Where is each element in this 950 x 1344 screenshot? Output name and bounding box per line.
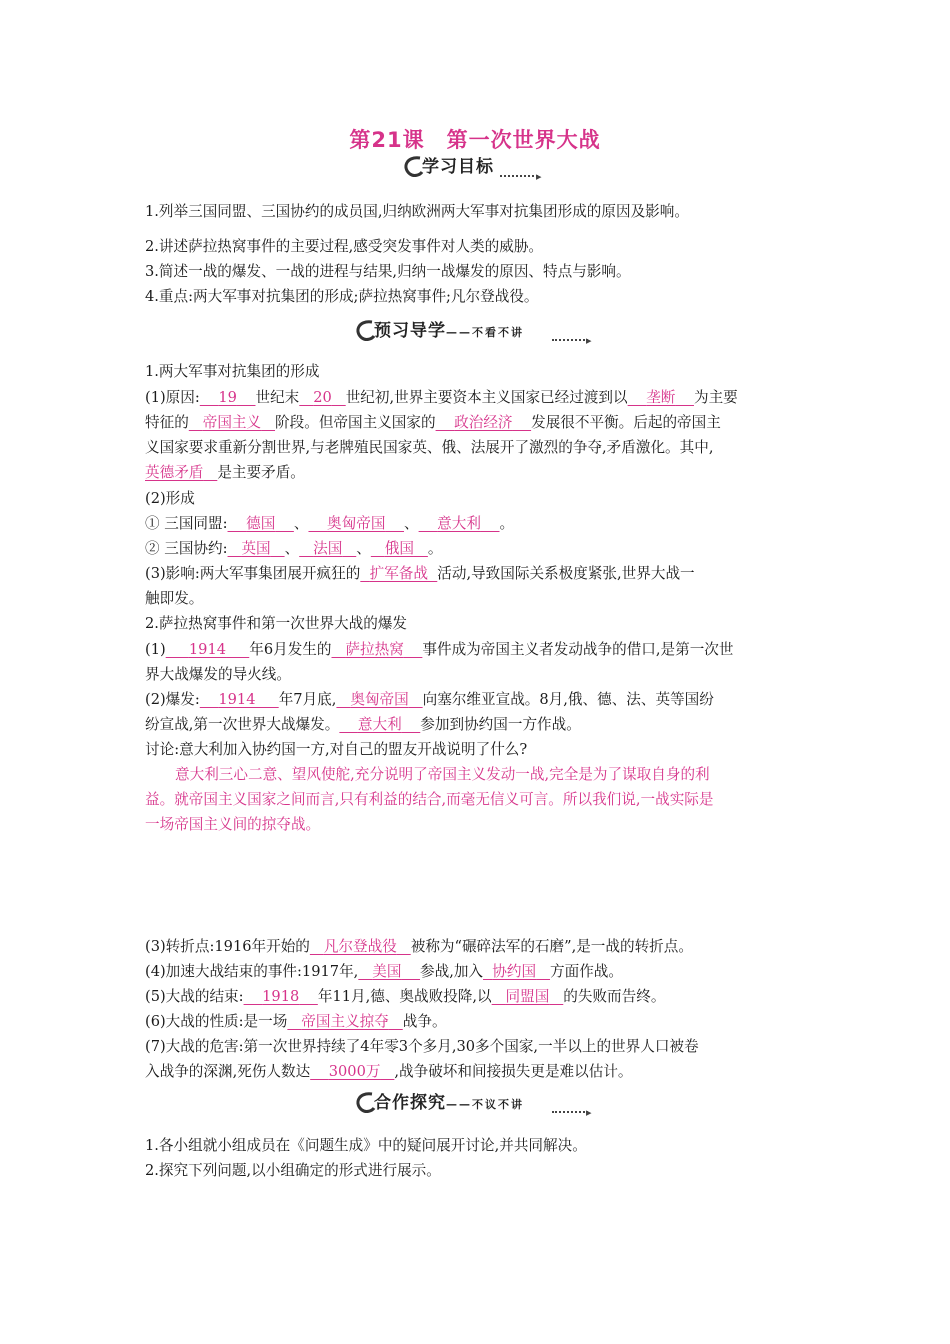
goal-item: 3.简述一战的爆发、一战的进程与结果,归纳一战爆发的原因、特点与影响。 [145,263,631,280]
triple-alliance-line: ① 三国同盟: 德国 、 奥匈帝国 、 意大利 。 [145,515,515,532]
discussion-answer: 一场帝国主义间的掠夺战。 [145,816,321,833]
sarajevo-line-1: (1) 1914 年6月发生的 萨拉热窝 事件成为帝国主义者发动战争的借口,是第一次世 [145,641,734,658]
goal-item: 4.重点:两大军事对抗集团的形成;萨拉热窝事件;凡尔登战役。 [145,288,539,305]
cause-line-1: (1)原因: 19 世纪末 20 世纪初,世界主要资本主义国家已经过渡到以 垄断 为主要 [145,389,738,406]
banner-title: 预习导学——不看不讲 [374,321,524,341]
section-banner-preview: 预习导学——不看不讲 ▸ [352,314,602,344]
discussion-answer: 意大利三心二意、望风使舵,充分说明了帝国主义发动一战,完全是为了谋取自身的利 [175,766,710,783]
cooperate-item: 1.各小组就小组成员在《问题生成》中的疑问展开讨论,并共同解决。 [145,1137,587,1154]
discussion-question: 讨论:意大利加入协约国一方,对自己的盟友开战说明了什么? [145,741,528,758]
cause-line-2: 特征的 帝国主义 阶段。但帝国主义国家的 政治经济 发展很不平衡。后起的帝国主 [145,414,721,431]
formation-heading: (2)形成 [145,490,195,507]
outbreak-line-2: 纷宣战,第一次世界大战爆发。 意大利 参加到协约国一方作战。 [145,716,581,733]
sarajevo-line-2: 界大战爆发的导火线。 [145,666,291,683]
cause-line-4: 英德矛盾 是主要矛盾。 [145,464,305,481]
outbreak-line-1: (2)爆发: 1914 年7月底, 奥匈帝国 向塞尔维亚宣战。8月,俄、德、法、英等国纷 [145,691,714,708]
cause-line-3: 义国家要求重新分割世界,与老牌殖民国家英、俄、法展开了激烈的争夺,矛盾激化。其中, [145,439,714,456]
effect-line-2: 触即发。 [145,590,204,607]
triple-entente-line: ② 三国协约: 英国 、 法国 、 俄国 。 [145,540,443,557]
turning-point-line: (3)转折点:1916年开始的 凡尔登战役 被称为“碾碎法军的石磨”,是一战的转折点。 [145,938,693,955]
section-banner-goals: 学习目标 ▸ [400,150,550,180]
discussion-answer: 益。就帝国主义国家之间而言,只有利益的结合,而毫无信义可言。所以我们说,一战实际是 [145,791,714,808]
section-heading: 2.萨拉热窝事件和第一次世界大战的爆发 [145,615,408,632]
banner-title: 学习目标 [422,157,494,177]
acceleration-line: (4)加速大战结束的事件:1917年, 美国 参战,加入 协约国 方面作战。 [145,963,623,980]
war-nature-line: (6)大战的性质:是一场 帝国主义掠夺 战争。 [145,1013,447,1030]
goal-item: 1.列举三国同盟、三国协约的成员国,归纳欧洲两大军事对抗集团形成的原因及影响。 [145,203,689,220]
effect-line-1: (3)影响:两大军事集团展开疯狂的 扩军备战 活动,导致国际关系极度紧张,世界大战一 [145,565,695,582]
banner-title: 合作探究——不议不讲 [374,1093,524,1113]
page-title: 第21课 第一次世界大战 [349,128,601,152]
goal-item: 2.讲述萨拉热窝事件的主要过程,感受突发事件对人类的威胁。 [145,238,544,255]
war-harm-line-1: (7)大战的危害:第一次世界持续了4年零3个多月,30多个国家,一半以上的世界人口被卷 [145,1038,699,1055]
war-harm-line-2: 入战争的深渊,死伤人数达 3000万 ,战争破坏和间接损失更是难以估计。 [145,1063,633,1080]
war-end-line: (5)大战的结束: 1918 年11月,德、奥战败投降,以 同盟国 的失败而告终。 [145,988,666,1005]
cooperate-item: 2.探究下列问题,以小组确定的形式进行展示。 [145,1162,441,1179]
section-heading: 1.两大军事对抗集团的形成 [145,363,320,380]
section-banner-cooperate: 合作探究——不议不讲 ▸ [352,1086,602,1116]
